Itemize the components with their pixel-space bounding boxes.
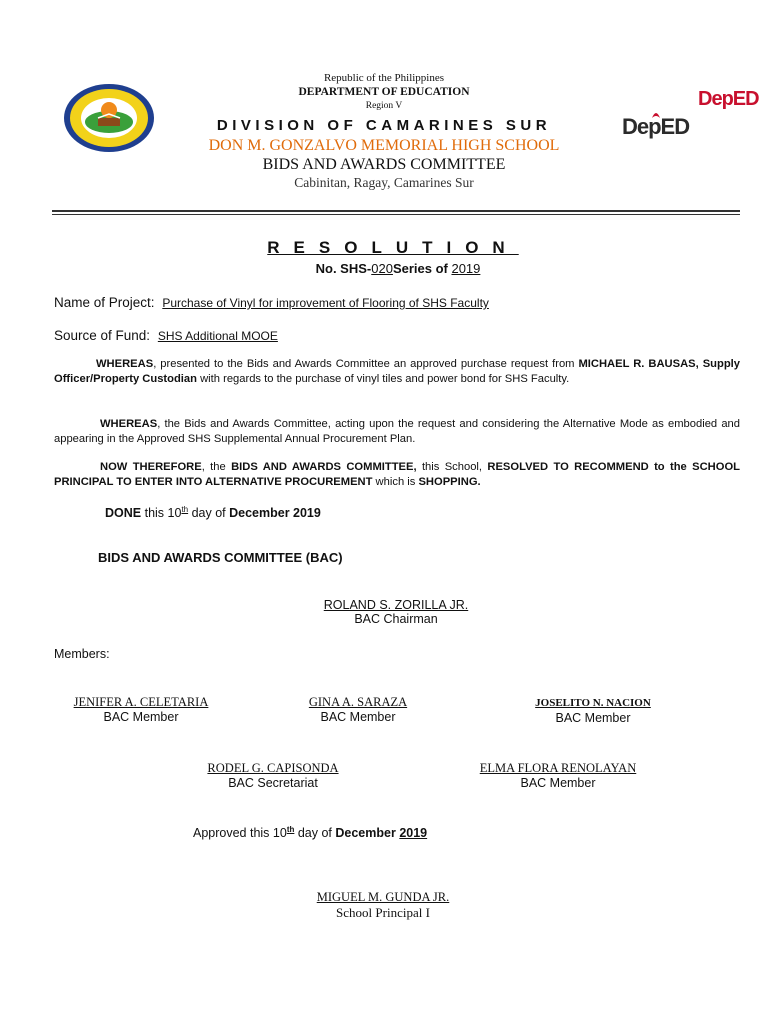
region-line: Region V	[365, 101, 403, 111]
header-rule-thin	[52, 214, 740, 215]
whereas-paragraph-2: WHEREAS, the Bids and Awards Committee, acting upon the request and considering the Alternative Mode as embodied and appearing in the Approved SHS Supplemental Annual Procurement Plan.	[54, 418, 740, 445]
project-label: Name of Project:	[54, 295, 155, 310]
member-role: BAC Secretariat	[228, 776, 318, 790]
member-name: JENIFER A. CELETARIA	[73, 695, 209, 709]
member-signature	[36, 695, 246, 724]
resolution-title: RESOLUTION	[267, 238, 519, 257]
department-line: DEPARTMENT OF EDUCATION	[298, 86, 470, 98]
member-signature	[258, 695, 458, 724]
member-name: JOSELITO N. NACION	[535, 697, 651, 709]
project-row	[54, 295, 489, 310]
bac-heading: BIDS AND AWARDS COMMITTEE (BAC)	[98, 550, 343, 565]
fund-label: Source of Fund:	[54, 328, 151, 343]
principal-name: MIGUEL M. GUNDA JR.	[316, 890, 450, 904]
now-therefore-paragraph: NOW THEREFORE, the BIDS AND AWARDS COMMITTEE, this School, RESOLVED TO RECOMMEND to the SCHOOL PRINCIPAL TO ENTER INTO ALTERNATIVE PROCUREMENT which is SHOPPING.	[54, 461, 740, 488]
member-role: BAC Member	[520, 776, 596, 790]
member-name: GINA A. SARAZA	[308, 695, 408, 709]
resolution-number: No. SHS-020Series of 2019	[315, 261, 481, 276]
member-role: BAC Member	[320, 710, 396, 724]
member-role: BAC Member	[103, 710, 179, 724]
member-name: RODEL G. CAPISONDA	[207, 761, 339, 775]
whereas-paragraph-1: WHEREAS, presented to the Bids and Awards Committee an approved purchase request from MICHAEL R. BAUSAS, Supply Officer/Property Custodian with regards to the purchase of vinyl tiles and power bond for SHS Faculty.	[54, 358, 740, 385]
school-name: DON M. GONZALVO MEMORIAL HIGH SCHOOL	[208, 137, 560, 154]
principal-signature	[233, 890, 533, 921]
header-rule-thick	[52, 210, 740, 212]
deped-logo-small: DepED	[698, 88, 759, 110]
republic-line: Republic of the Philippines	[323, 72, 445, 84]
chairman-role: BAC Chairman	[354, 612, 438, 626]
principal-role: School Principal I	[336, 905, 430, 920]
chairman-signature	[246, 598, 546, 626]
project-value: Purchase of Vinyl for improvement of Flooring of SHS Faculty	[162, 296, 489, 310]
member-signature	[488, 697, 698, 725]
member-signature	[448, 761, 668, 790]
committee-line: BIDS AND AWARDS COMMITTEE	[262, 156, 506, 173]
done-line: DONE this 10th day of December 2019	[105, 505, 321, 521]
division-line: DIVISION OF CAMARINES SUR	[216, 117, 552, 134]
member-role: BAC Member	[555, 711, 631, 725]
approved-line: Approved this 10th day of December 2019	[193, 825, 428, 841]
chairman-name: ROLAND S. ZORILLA JR.	[323, 598, 469, 612]
member-name: ELMA FLORA RENOLAYAN	[479, 761, 637, 775]
fund-row	[54, 328, 278, 343]
members-label: Members:	[54, 647, 110, 661]
deped-logo: DepED	[622, 114, 690, 139]
fund-value: SHS Additional MOOE	[157, 329, 278, 343]
member-signature	[163, 761, 383, 790]
address-line: Cabinitan, Ragay, Camarines Sur	[294, 175, 474, 190]
